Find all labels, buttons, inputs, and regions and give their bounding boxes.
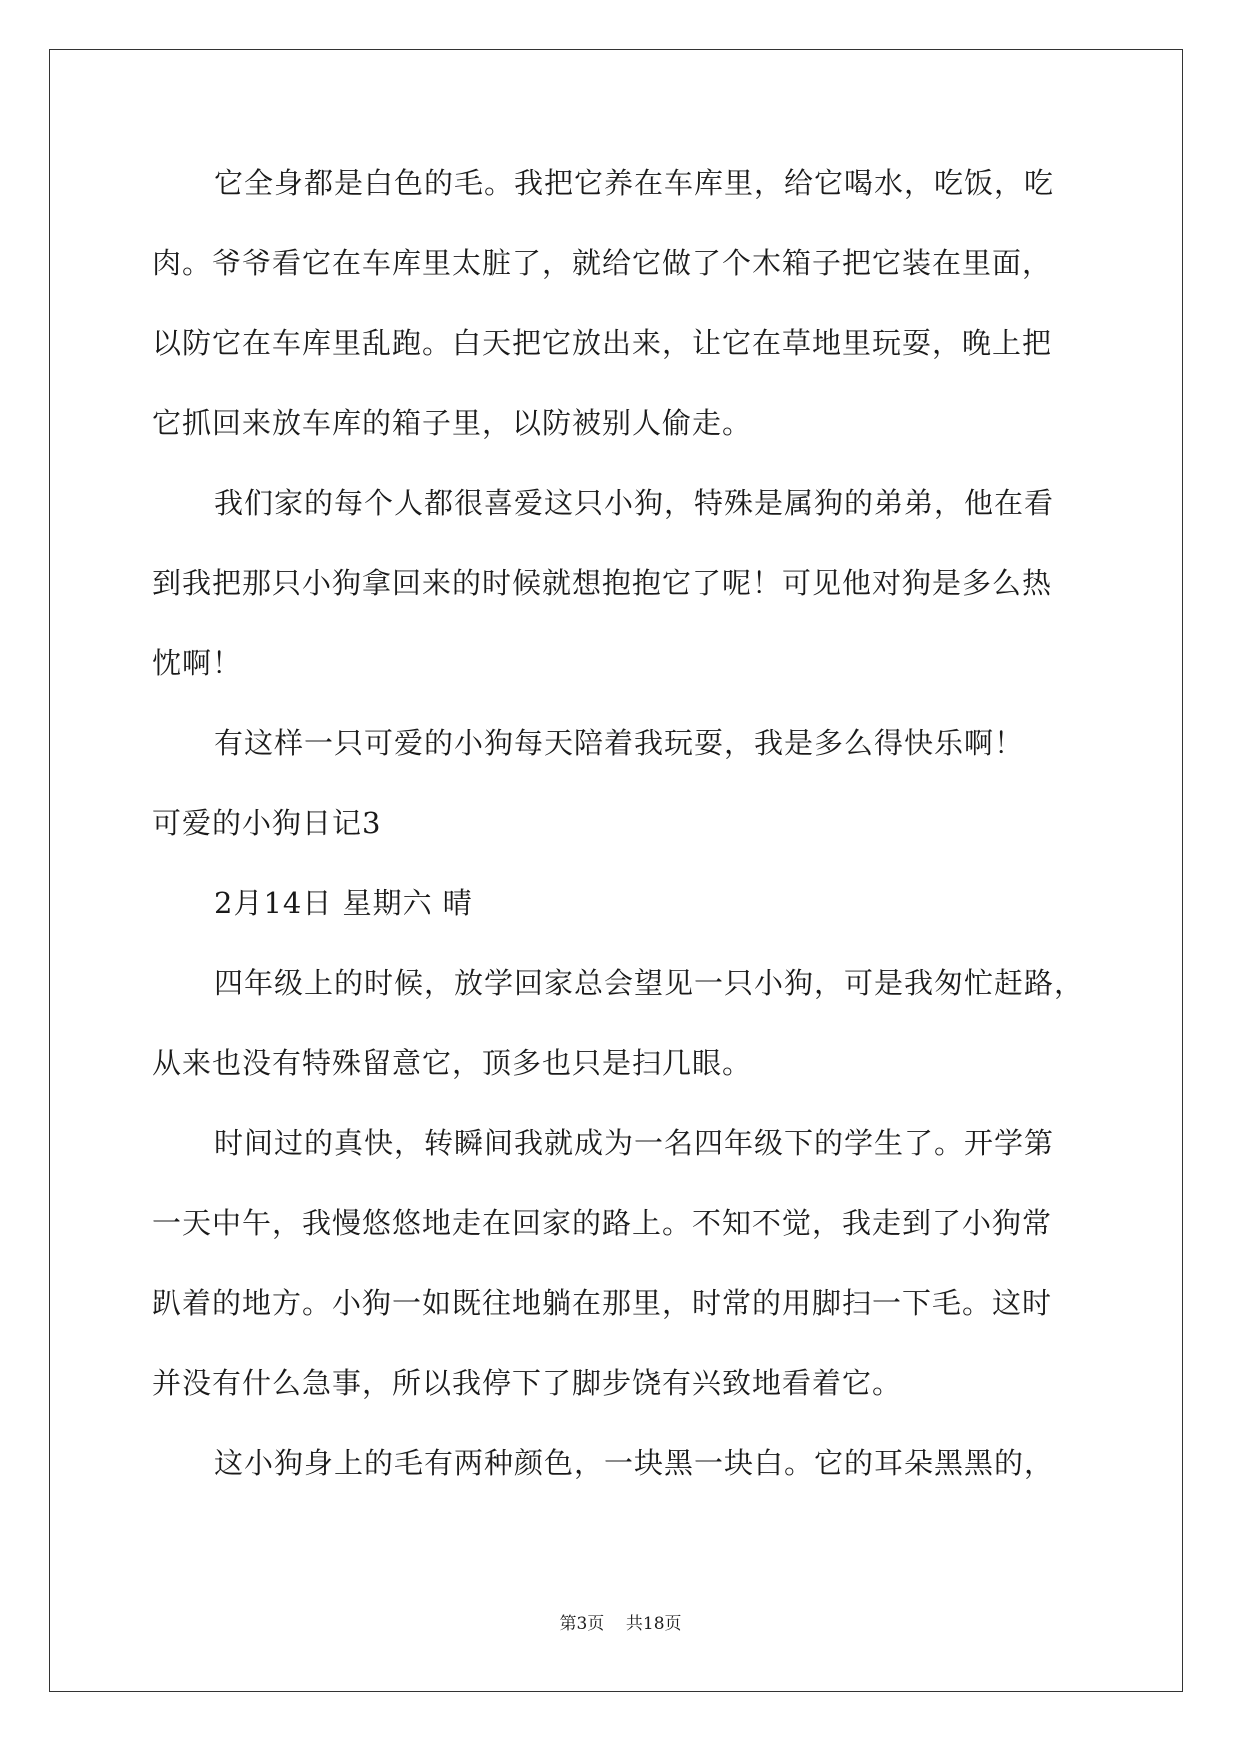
section-heading: 可爱的小狗日记3 xyxy=(152,806,382,840)
page-total: 共18页 xyxy=(625,1614,682,1634)
paragraph-line: 这小狗身上的毛有两种颜色，一块黑一块白。它的耳朵黑黑的， xyxy=(214,1446,1055,1480)
paragraph-line: 时间过的真快，转瞬间我就成为一名四年级下的学生了。开学第 xyxy=(214,1126,1055,1160)
paragraph-line: 以防它在车库里乱跑。白天把它放出来，让它在草地里玩耍，晚上把 xyxy=(152,326,1053,360)
paragraph-line: 它抓回来放车库的箱子里，以防被别人偷走。 xyxy=(152,406,753,440)
page-footer xyxy=(0,1614,1241,1634)
paragraph-line: 趴着的地方。小狗一如既往地躺在那里，时常的用脚扫一下毛。这时 xyxy=(152,1286,1053,1320)
diary-date-line: 2月14日 星期六 晴 xyxy=(214,886,473,920)
paragraph-line: 一天中午，我慢悠悠地走在回家的路上。不知不觉，我走到了小狗常 xyxy=(152,1206,1053,1240)
paragraph-line: 肉。爷爷看它在车库里太脏了，就给它做了个木箱子把它装在里面， xyxy=(152,246,1053,280)
paragraph-line: 它全身都是白色的毛。我把它养在车库里，给它喝水，吃饭，吃 xyxy=(214,166,1055,200)
paragraph-line: 四年级上的时候，放学回家总会望见一只小狗，可是我匆忙赶路， xyxy=(214,966,1085,1000)
paragraph-line: 并没有什么急事，所以我停下了脚步饶有兴致地看着它。 xyxy=(152,1366,903,1400)
paragraph-line: 到我把那只小狗拿回来的时候就想抱抱它了呢！可见他对狗是多么热 xyxy=(152,566,1053,600)
paragraph-line: 有这样一只可爱的小狗每天陪着我玩耍，我是多么得快乐啊！ xyxy=(214,726,1025,760)
document-body xyxy=(152,163,1092,1523)
paragraph-line: 忱啊！ xyxy=(152,646,243,680)
paragraph-line: 我们家的每个人都很喜爱这只小狗，特殊是属狗的弟弟，他在看 xyxy=(214,486,1055,520)
paragraph-line: 从来也没有特殊留意它，顶多也只是扫几眼。 xyxy=(152,1046,753,1080)
page-number: 第3页 xyxy=(559,1614,605,1634)
